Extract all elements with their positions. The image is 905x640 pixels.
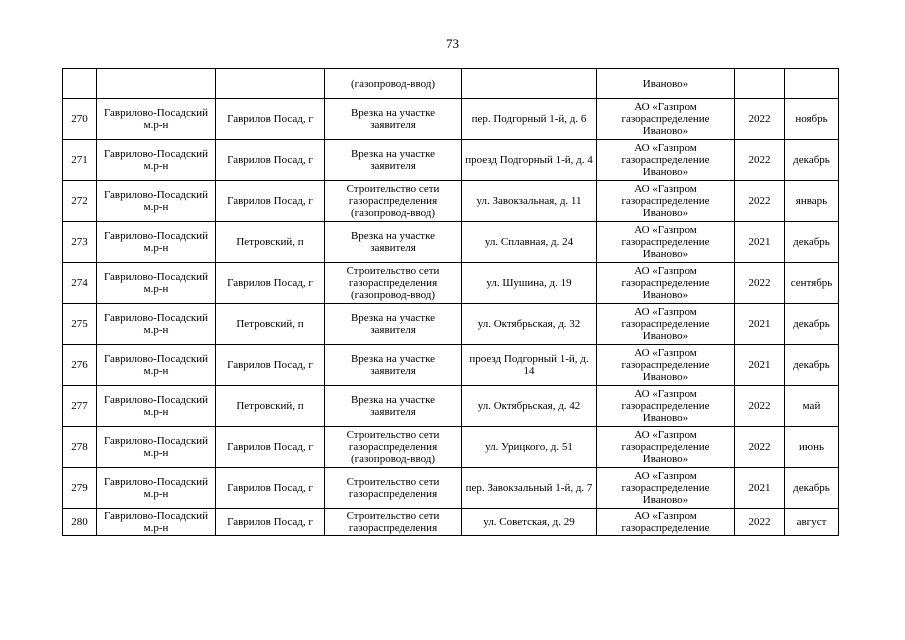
table-row <box>63 140 839 181</box>
cell-settlement: Гаврилов Посад, г <box>216 509 325 536</box>
cell-organization: АО «Газпром газораспределение Иваново» <box>597 468 735 509</box>
cell-work-type: Строительство сети газораспределения <box>325 468 462 509</box>
cell-year: 2021 <box>735 222 785 263</box>
table-row <box>63 181 839 222</box>
cell-month: декабрь <box>785 222 839 263</box>
cell-organization: АО «Газпром газораспределение Иваново» <box>597 427 735 468</box>
cell-work-type: Врезка на участке заявителя <box>325 345 462 386</box>
cell-number: 271 <box>63 140 97 181</box>
cell-year: 2022 <box>735 263 785 304</box>
cell-district: Гаврилово-Посадский м.р-н <box>97 468 216 509</box>
cell-district: Гаврилово-Посадский м.р-н <box>97 222 216 263</box>
cell-district: Гаврилово-Посадский м.р-н <box>97 181 216 222</box>
cell-year: 2022 <box>735 181 785 222</box>
cell-number: 280 <box>63 509 97 536</box>
cell-address: ул. Октябрьская, д. 42 <box>462 386 597 427</box>
cell-district: Гаврилово-Посадский м.р-н <box>97 99 216 140</box>
cell-settlement: Гаврилов Посад, г <box>216 99 325 140</box>
cell-address <box>462 69 597 99</box>
cell-organization: АО «Газпром газораспределение Иваново» <box>597 222 735 263</box>
cell-organization: АО «Газпром газораспределение Иваново» <box>597 263 735 304</box>
table-row <box>63 99 839 140</box>
cell-settlement: Гаврилов Посад, г <box>216 468 325 509</box>
cell-settlement: Гаврилов Посад, г <box>216 345 325 386</box>
cell-month <box>785 69 839 99</box>
cell-address: пер. Подгорный 1-й, д. 6 <box>462 99 597 140</box>
cell-district: Гаврилово-Посадский м.р-н <box>97 304 216 345</box>
cell-month: май <box>785 386 839 427</box>
cell-number <box>63 69 97 99</box>
cell-year: 2021 <box>735 468 785 509</box>
cell-number: 273 <box>63 222 97 263</box>
cell-work-type: Врезка на участке заявителя <box>325 386 462 427</box>
cell-work-type: Врезка на участке заявителя <box>325 222 462 263</box>
cell-address: ул. Урицкого, д. 51 <box>462 427 597 468</box>
cell-organization: Иваново» <box>597 69 735 99</box>
table-row <box>63 427 839 468</box>
table-row <box>63 468 839 509</box>
cell-address: пер. Завокзальный 1-й, д. 7 <box>462 468 597 509</box>
continuation-row <box>63 69 839 99</box>
table-row <box>63 263 839 304</box>
cell-organization: АО «Газпром газораспределение Иваново» <box>597 181 735 222</box>
cell-organization: АО «Газпром газораспределение Иваново» <box>597 99 735 140</box>
cell-year: 2022 <box>735 509 785 536</box>
cell-month: август <box>785 509 839 536</box>
cell-number: 274 <box>63 263 97 304</box>
cell-number: 278 <box>63 427 97 468</box>
cell-work-type: Врезка на участке заявителя <box>325 99 462 140</box>
cell-address: проезд Подгорный 1-й, д. 4 <box>462 140 597 181</box>
cell-year: 2022 <box>735 99 785 140</box>
cell-year: 2021 <box>735 304 785 345</box>
cell-district: Гаврилово-Посадский м.р-н <box>97 263 216 304</box>
cell-month: ноябрь <box>785 99 839 140</box>
cell-organization: АО «Газпром газораспределение Иваново» <box>597 386 735 427</box>
cell-work-type: Строительство сети газораспределения <box>325 509 462 536</box>
cell-district: Гаврилово-Посадский м.р-н <box>97 386 216 427</box>
cell-month: декабрь <box>785 345 839 386</box>
cell-address: ул. Шушина, д. 19 <box>462 263 597 304</box>
cell-organization: АО «Газпром газораспределение <box>597 509 735 536</box>
cell-year <box>735 69 785 99</box>
cell-number: 276 <box>63 345 97 386</box>
cell-year: 2022 <box>735 427 785 468</box>
cell-organization: АО «Газпром газораспределение Иваново» <box>597 345 735 386</box>
cell-settlement: Гаврилов Посад, г <box>216 427 325 468</box>
cell-organization: АО «Газпром газораспределение Иваново» <box>597 140 735 181</box>
gas-connection-schedule-table <box>62 68 839 536</box>
cell-work-type: Строительство сети газораспределения (газопровод-ввод) <box>325 427 462 468</box>
cell-month: декабрь <box>785 468 839 509</box>
page-number: 73 <box>446 36 459 51</box>
cell-work-type: Врезка на участке заявителя <box>325 140 462 181</box>
cell-number: 277 <box>63 386 97 427</box>
cell-settlement <box>216 69 325 99</box>
cell-settlement: Гаврилов Посад, г <box>216 181 325 222</box>
cell-year: 2022 <box>735 386 785 427</box>
cell-settlement: Гаврилов Посад, г <box>216 140 325 181</box>
table-row <box>63 345 839 386</box>
cell-district <box>97 69 216 99</box>
cell-number: 275 <box>63 304 97 345</box>
cell-settlement: Петровский, п <box>216 386 325 427</box>
cell-settlement: Гаврилов Посад, г <box>216 263 325 304</box>
cell-month: июнь <box>785 427 839 468</box>
cell-district: Гаврилово-Посадский м.р-н <box>97 140 216 181</box>
cell-number: 272 <box>63 181 97 222</box>
cell-settlement: Петровский, п <box>216 304 325 345</box>
table-body <box>63 69 839 536</box>
cell-district: Гаврилово-Посадский м.р-н <box>97 427 216 468</box>
cell-district: Гаврилово-Посадский м.р-н <box>97 509 216 536</box>
cell-settlement: Петровский, п <box>216 222 325 263</box>
cell-month: сентябрь <box>785 263 839 304</box>
cell-work-type: Строительство сети газораспределения (газопровод-ввод) <box>325 181 462 222</box>
cell-month: декабрь <box>785 304 839 345</box>
cell-organization: АО «Газпром газораспределение Иваново» <box>597 304 735 345</box>
cell-year: 2022 <box>735 140 785 181</box>
cell-work-type: Строительство сети газораспределения (газопровод-ввод) <box>325 263 462 304</box>
cell-address: ул. Завокзальная, д. 11 <box>462 181 597 222</box>
cell-district: Гаврилово-Посадский м.р-н <box>97 345 216 386</box>
cell-address: ул. Сплавная, д. 24 <box>462 222 597 263</box>
cell-number: 270 <box>63 99 97 140</box>
cell-number: 279 <box>63 468 97 509</box>
cell-address: ул. Советская, д. 29 <box>462 509 597 536</box>
cell-month: декабрь <box>785 140 839 181</box>
cell-month: январь <box>785 181 839 222</box>
cell-address: ул. Октябрьская, д. 32 <box>462 304 597 345</box>
table-row <box>63 509 839 536</box>
cell-address: проезд Подгорный 1-й, д. 14 <box>462 345 597 386</box>
table-row <box>63 386 839 427</box>
cell-year: 2021 <box>735 345 785 386</box>
cell-work-type: (газопровод-ввод) <box>325 69 462 99</box>
cell-work-type: Врезка на участке заявителя <box>325 304 462 345</box>
table-row <box>63 222 839 263</box>
table-row <box>63 304 839 345</box>
